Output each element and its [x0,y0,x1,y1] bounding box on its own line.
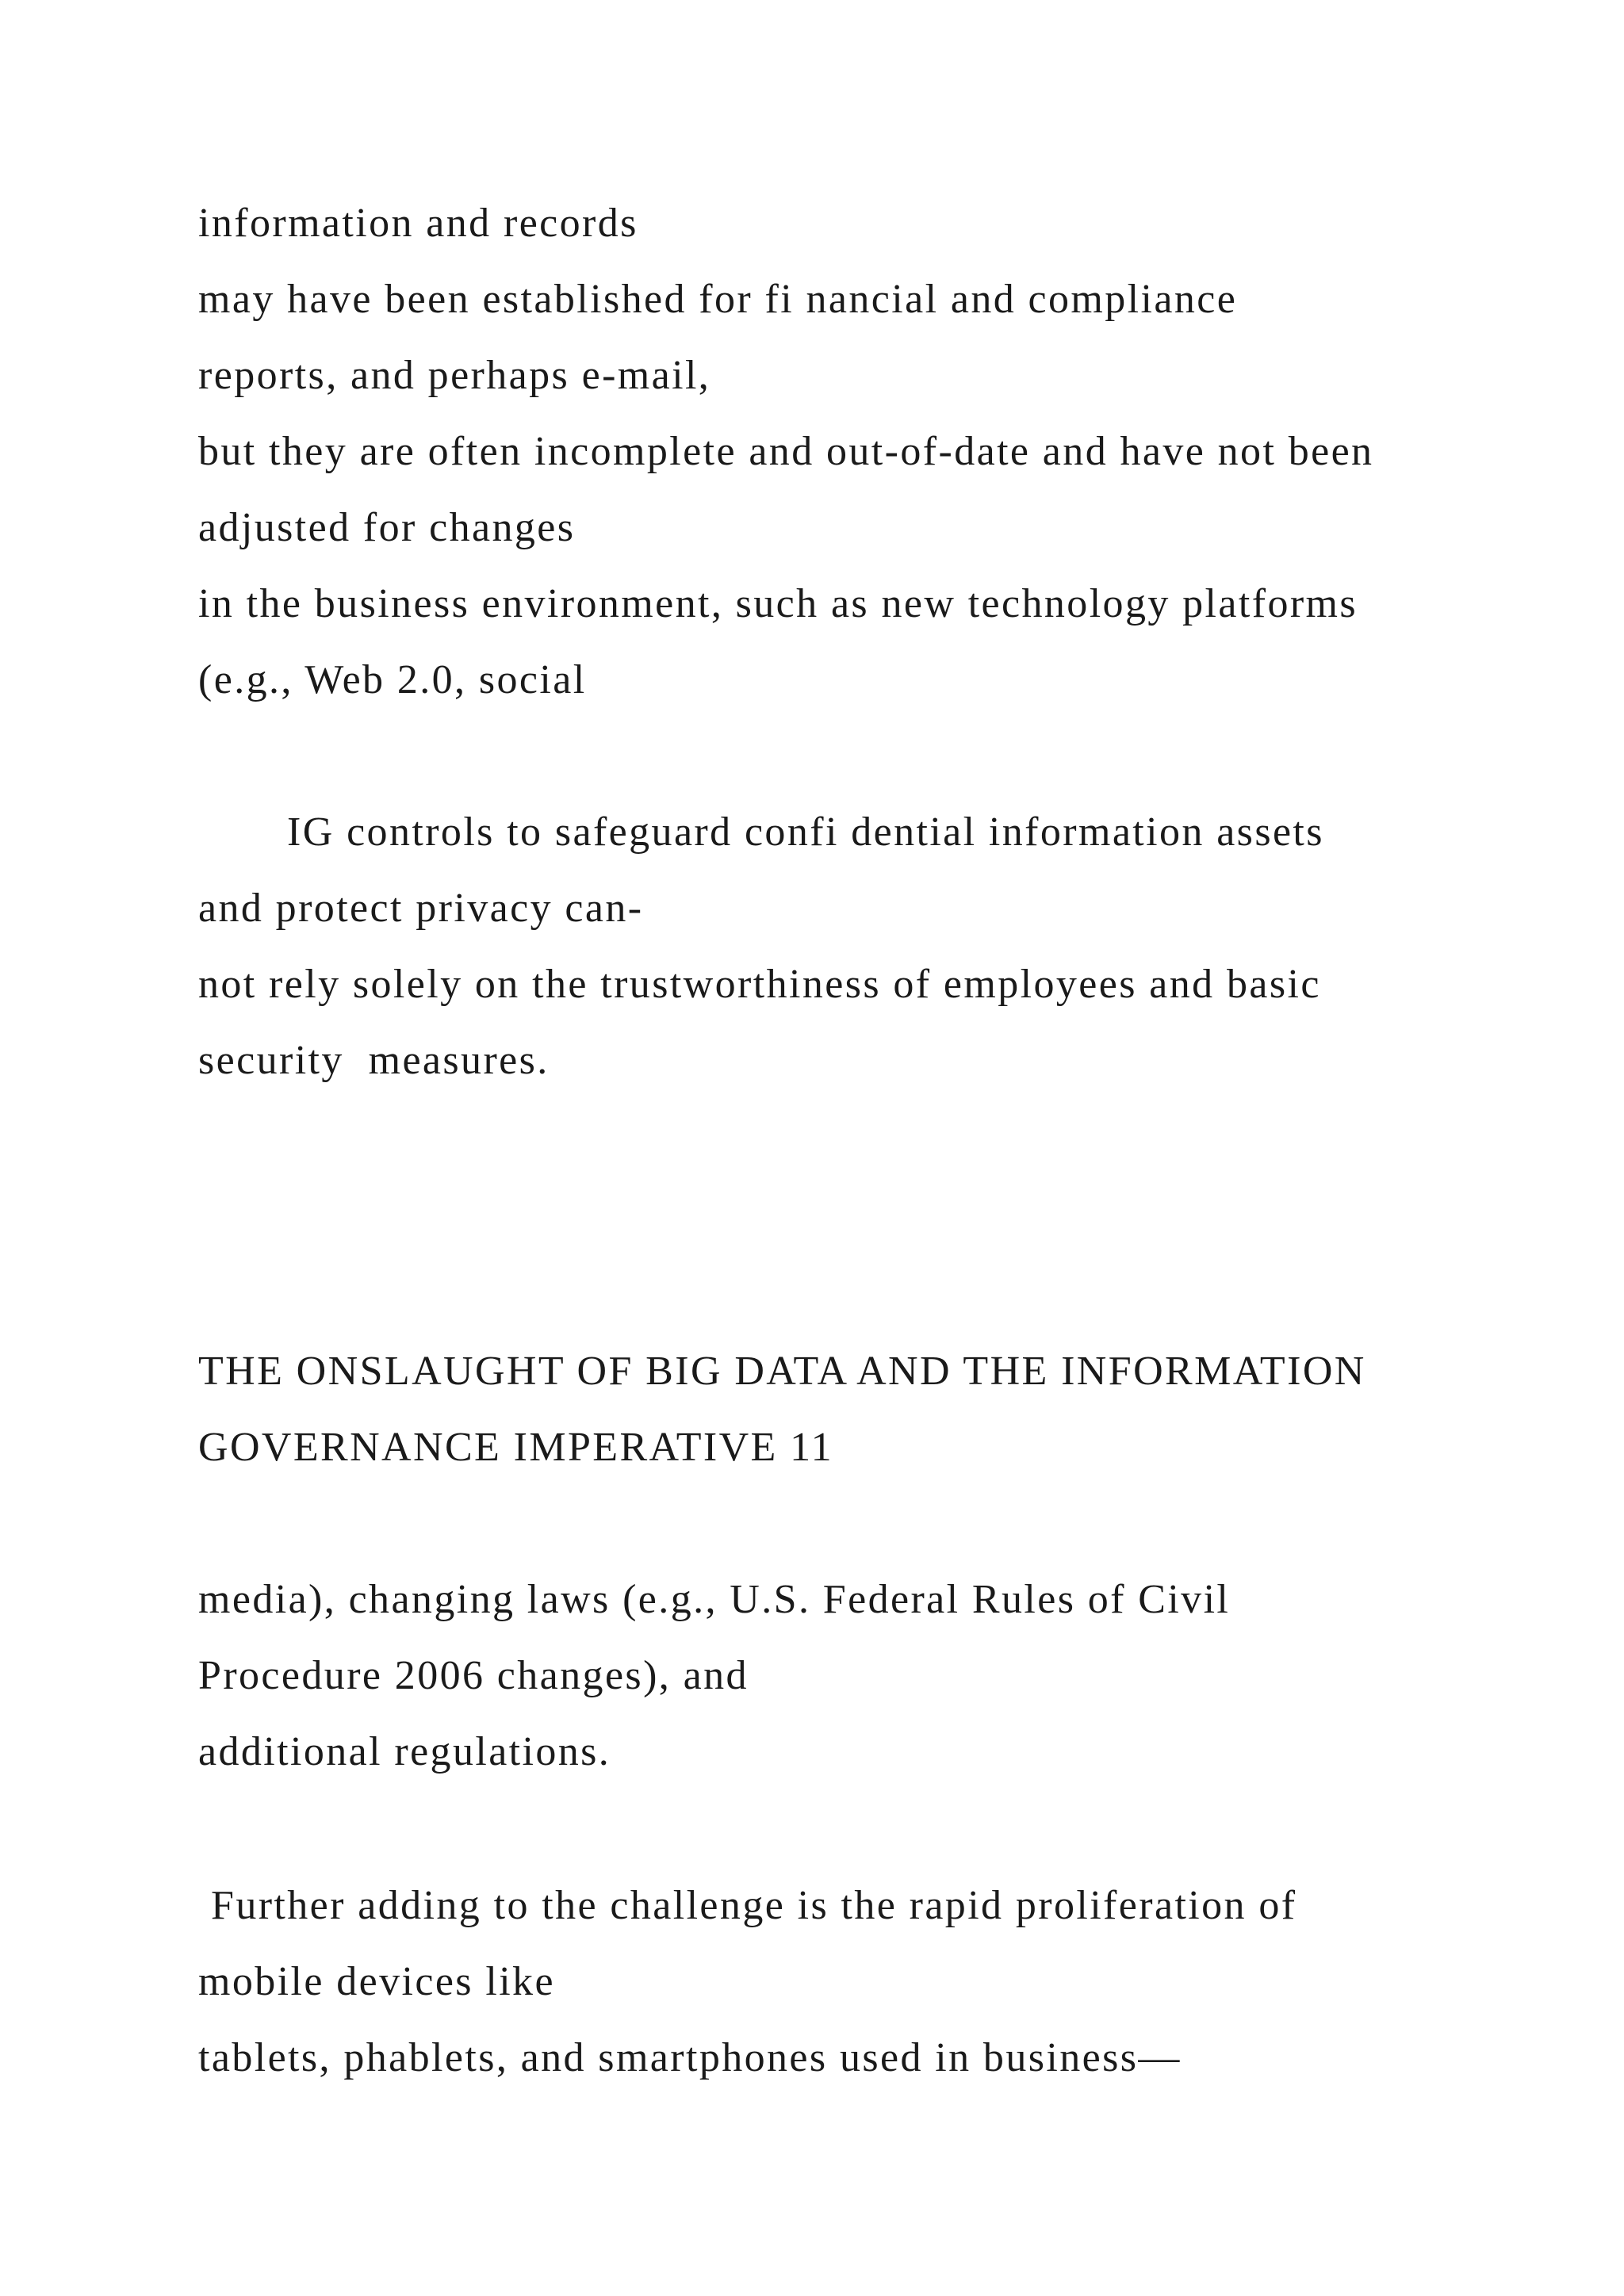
text-line: reports, and perhaps e-mail, [198,353,711,398]
text-line: media), changing laws (e.g., U.S. Federal Rules of Civil [198,1577,1231,1622]
text-line: Procedure 2006 changes), and [198,1653,749,1698]
text-line: but they are often incomplete and out-of-date and have not been [198,429,1374,474]
text-line: adjusted for changes [198,505,576,550]
running-header: THE ONSLAUGHT OF BIG DATA AND THE INFORMATION [198,1349,1366,1394]
text-line: in the business environment, such as new technology platforms [198,581,1358,626]
text-line: not rely solely on the trustworthiness of employees and basic [198,962,1321,1007]
running-header: GOVERNANCE IMPERATIVE 11 [198,1425,833,1470]
text-line: and protect privacy can- [198,886,644,931]
text-line: Further adding to the challenge is the rapid proliferation of [211,1883,1297,1928]
text-line: (e.g., Web 2.0, social [198,657,587,702]
text-line: mobile devices like [198,1959,555,2004]
text-line: may have been established for fi nancial and compliance [198,277,1238,322]
text-line: security measures. [198,1038,550,1083]
text-line: information and records [198,201,638,246]
text-line: additional regulations. [198,1729,611,1774]
text-line: tablets, phablets, and smartphones used in business— [198,2035,1182,2080]
text-line: IG controls to safeguard confi dential information assets [287,809,1324,855]
